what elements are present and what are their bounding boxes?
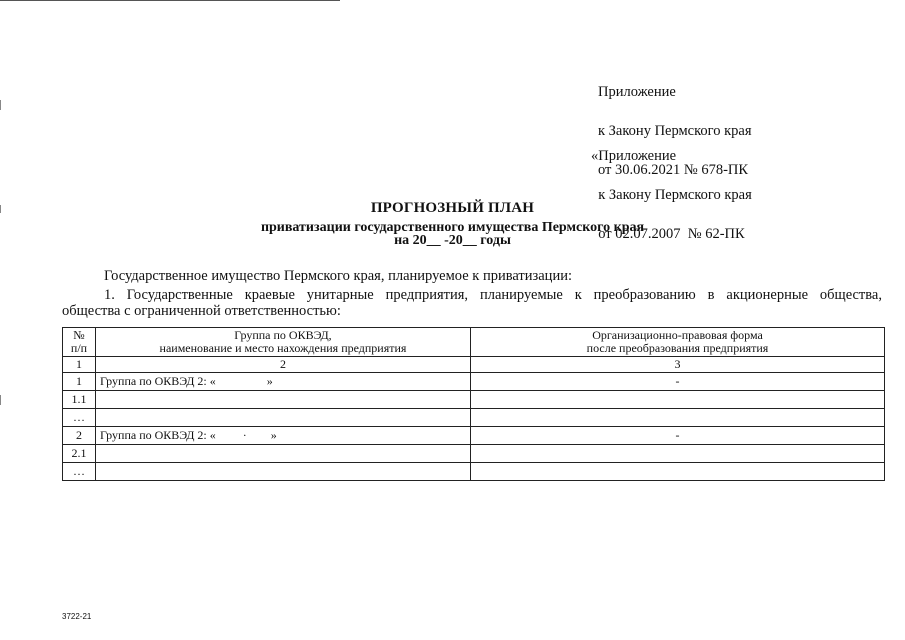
row-legal-form: - [471, 373, 885, 391]
row-enterprise [96, 427, 471, 445]
row-enterprise-text: Группа по ОКВЭД 2: « · » [100, 428, 277, 442]
header-legal-form-line2: после преобразования предприятия [586, 341, 769, 355]
row-number: … [63, 463, 96, 481]
appendix-line: к Закону Пермского края [598, 123, 752, 139]
row-legal-form: - [471, 427, 885, 445]
scan-margin-mark [0, 100, 1, 110]
row-number: 1 [63, 373, 96, 391]
header-okved-group [96, 328, 471, 357]
document-title: ПРОГНОЗНЫЙ ПЛАН [370, 200, 535, 216]
section-1-text: 1. Государственные краевые унитарные предприятия, планируемые к преобразованию в акционерные общества, [104, 287, 882, 303]
header-okved-line1: Группа по ОКВЭД, [234, 328, 332, 342]
document-period: на 20__ -20__ годы [394, 233, 511, 248]
header-number-line1: № [73, 328, 85, 342]
row-enterprise [96, 373, 471, 391]
row-legal-form [471, 391, 885, 409]
table-row [63, 409, 885, 427]
appendix-line: от 30.06.2021 № 678-ПК [598, 162, 749, 178]
row-number: … [63, 409, 96, 427]
table-row [63, 445, 885, 463]
column-numbering-row [63, 357, 885, 373]
document-subtitle: приватизации государственного имущества Пермского края [260, 220, 645, 235]
row-number: 1.1 [63, 391, 96, 409]
row-legal-form [471, 445, 885, 463]
row-enterprise [96, 445, 471, 463]
document-registration-code: 3722-21 [62, 612, 92, 621]
row-number: 2 [63, 427, 96, 445]
appendix-line: «Приложение [591, 148, 677, 164]
row-enterprise-text: Группа по ОКВЭД 2: « » [100, 374, 273, 388]
table-header-row [63, 328, 885, 357]
row-number: 2.1 [63, 445, 96, 463]
header-okved-line2: наименование и место нахождения предприятия [159, 341, 407, 355]
header-number [63, 328, 96, 357]
table-row [63, 463, 885, 481]
appendix-line: к Закону Пермского края [591, 187, 752, 203]
header-number-line2: п/п [70, 341, 88, 355]
appendix-line: Приложение [598, 84, 676, 100]
row-legal-form [471, 463, 885, 481]
scan-top-edge-line [0, 0, 340, 1]
intro-paragraph: Государственное имущество Пермского края, планируемое к приватизации: [104, 268, 572, 284]
section-1-heading-continued: общества с ограниченной ответственностью: [62, 303, 341, 319]
header-legal-form-line1: Организационно-правовая форма [592, 328, 763, 342]
section-1-heading [104, 287, 882, 303]
column-number: 2 [96, 357, 471, 373]
table-row [63, 373, 885, 391]
table-row [63, 427, 885, 445]
row-enterprise [96, 391, 471, 409]
privatization-plan-table [62, 327, 885, 481]
column-number: 3 [471, 357, 885, 373]
row-enterprise [96, 463, 471, 481]
table-row [63, 391, 885, 409]
header-legal-form [471, 328, 885, 357]
column-number: 1 [63, 357, 96, 373]
appendix-line: от 02.07.2007 № 62-ПК [591, 226, 745, 242]
scan-margin-mark [0, 395, 1, 405]
row-legal-form [471, 409, 885, 427]
row-enterprise [96, 409, 471, 427]
